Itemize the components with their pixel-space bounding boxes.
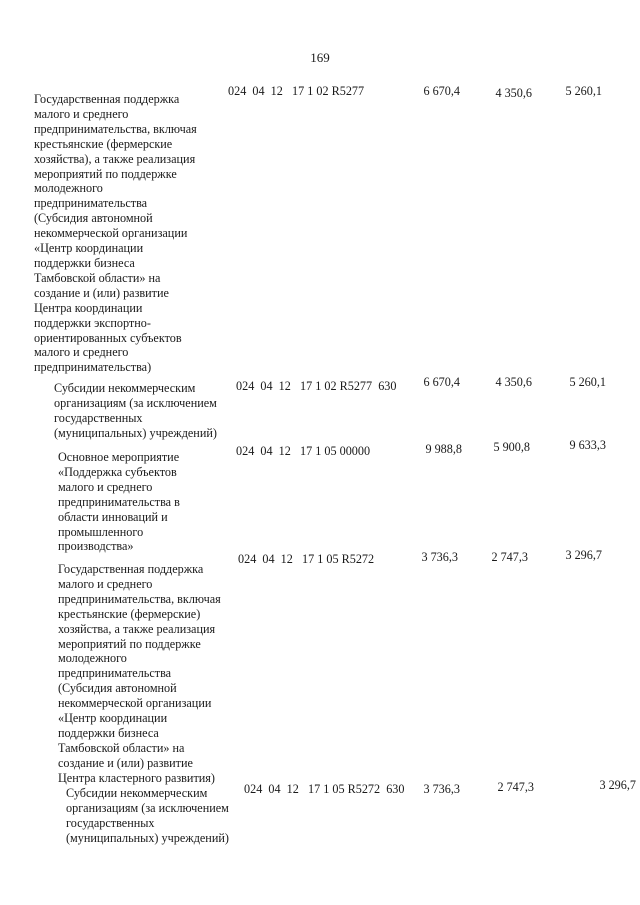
row-value-2: 4 350,6 <box>495 86 532 100</box>
row-code: 024 04 12 17 1 02 R5277 <box>228 84 365 98</box>
row-value-2: 5 900,8 <box>493 440 530 454</box>
row-value-1: 3 736,3 <box>423 782 460 796</box>
row-value-1: 3 736,3 <box>421 550 458 564</box>
row-value-2: 2 747,3 <box>491 550 528 564</box>
row-name: Субсидии некоммерческим организациям (за исключением государственных (муниципальных) учреждений) <box>66 786 229 845</box>
row-value-1: 6 670,4 <box>423 84 460 98</box>
row-value-3: 3 296,7 <box>599 778 636 792</box>
row-value-1: 9 988,8 <box>425 442 462 456</box>
row-value-3: 5 260,1 <box>569 375 606 389</box>
row-name: Государственная поддержка малого и среднего предпринимательства, включая крестьянские (фермерские хозяйства), а также реализация мероприятий по поддержке молодежного предпринимательства (Субсидия автономной некоммерческой организации «Центр координации поддержки бизнеса Тамбовской области» на создание и (или) развитие Центра координации поддержки экспортно- ориентированных субъектов малого и среднего предпринимательства) <box>34 92 197 375</box>
row-name: Государственная поддержка малого и среднего предпринимательства, включая крестьянские (фермерские) хозяйства, а также реализация мероприятий по поддержке молодежного предпринимательства (Субсидия автономной некоммерческой организации «Центр координации поддержки бизнеса Тамбовской области» на создание и (или) развитие Центра кластерного развития) <box>58 562 221 785</box>
row-code: 024 04 12 17 1 05 00000 <box>236 444 371 458</box>
row-name: Субсидии некоммерческим организациям (за исключением государственных (муниципальных) учреждений) <box>54 381 217 440</box>
row-code: 024 04 12 17 1 05 R5272 <box>238 552 375 566</box>
row-code: 024 04 12 17 1 02 R5277 630 <box>236 379 397 393</box>
row-name: Основное мероприятие «Поддержка субъектов малого и среднего предпринимательства в области инноваций и промышленного производства» <box>58 450 180 554</box>
row-value-3: 5 260,1 <box>565 84 602 98</box>
row-code: 024 04 12 17 1 05 R5272 630 <box>244 782 405 796</box>
row-value-2: 2 747,3 <box>497 780 534 794</box>
page-number: 169 <box>310 50 330 65</box>
row-value-3: 3 296,7 <box>565 548 602 562</box>
row-value-2: 4 350,6 <box>495 375 532 389</box>
row-value-1: 6 670,4 <box>423 375 460 389</box>
row-value-3: 9 633,3 <box>569 438 606 452</box>
